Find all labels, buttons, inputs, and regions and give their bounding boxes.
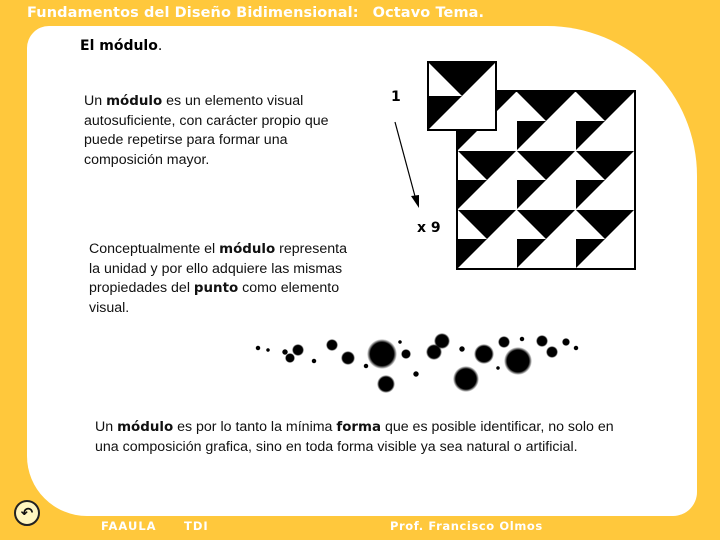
label-one: 1 [391,89,401,105]
p2-bold-punto: punto [193,281,239,296]
topic-title: Octavo Tema. [372,5,485,21]
back-arrow-icon: ↶ [20,503,34,522]
p1-text-1: Un [84,93,107,109]
page-title [80,38,162,54]
definition-paragraph [84,92,354,170]
concept-paragraph [89,240,349,318]
single-module [428,62,496,130]
title-punct: . [157,38,163,54]
footer-dept: TDI [184,519,209,533]
arrow-icon [395,122,419,208]
p3-bold-forma: forma [336,420,381,435]
back-button[interactable] [14,500,40,526]
p3-text-3: que es posible identificar, no solo en una composición grafica, sino en toda forma visible ya sea natural o artificial. [95,419,614,455]
module-pattern-figure [380,60,650,275]
dots-illustration [240,328,600,398]
course-title: Fundamentos del Diseño Bidimensional: [27,5,359,21]
p2-bold-modulo: módulo [219,242,276,257]
p3-text-2: es por lo tanto la mínima [173,419,337,435]
p2-text-1: Conceptualmente el [89,241,220,257]
p3-text-1: Un [95,419,118,435]
p2-text-3: como elemento visual. [89,280,340,316]
label-times-nine: x 9 [417,220,441,236]
conclusion-paragraph [95,418,640,457]
p1-bold-modulo: módulo [106,94,163,109]
p3-bold-modulo: módulo [117,420,174,435]
footer-school: FAAULA [101,519,157,533]
footer-professor: Prof. Francisco Olmos [390,519,543,533]
title-text: El módulo [80,38,158,54]
p2-text-2: representa la unidad y por ello adquiere las mismas propiedades del [89,241,347,296]
slide-header [27,5,484,21]
p1-text-2: es un elemento visual autosuficiente, con carácter propio que puede repetirse para formar una composición mayor. [84,93,329,168]
